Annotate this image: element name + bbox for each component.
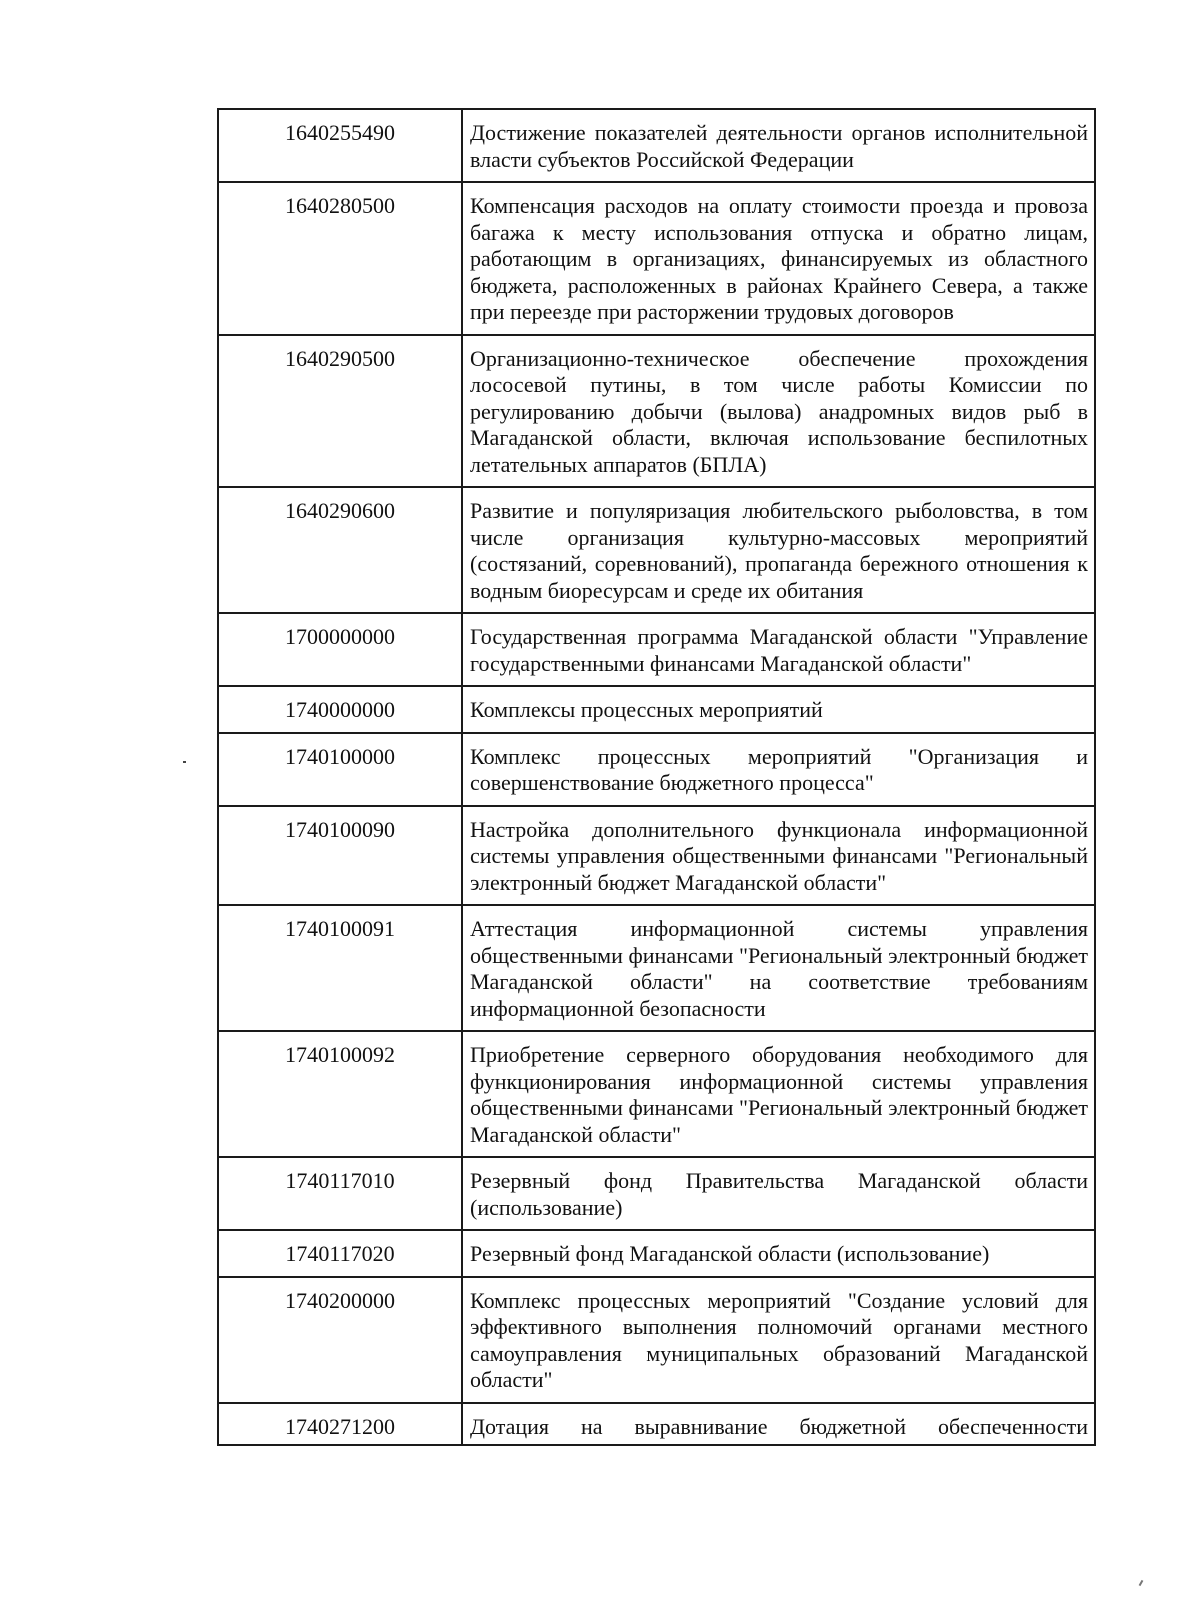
table-row xyxy=(218,109,1095,182)
row-code: 1640255490 xyxy=(218,109,462,182)
table-row xyxy=(218,905,1095,1031)
table-row xyxy=(218,487,1095,613)
row-code: 1740271200 xyxy=(218,1403,462,1446)
scan-speck xyxy=(183,761,186,763)
scan-speck xyxy=(1139,1580,1144,1586)
table-row xyxy=(218,686,1095,733)
table-row xyxy=(218,613,1095,686)
row-description: Комплекс процессных мероприятий "Создание условий для эффективного выполнения полномочий органами местного самоуправления муниципальных образований Магаданской области" xyxy=(462,1277,1095,1403)
table-row xyxy=(218,733,1095,806)
row-description: Резервный фонд Правительства Магаданской области (использование) xyxy=(462,1157,1095,1230)
row-description: Аттестация информационной системы управления общественными финансами "Региональный электронный бюджет Магаданской области" на соответствие требованиям информационной безопасности xyxy=(462,905,1095,1031)
row-description: Комплекс процессных мероприятий "Организация и совершенствование бюджетного процесса" xyxy=(462,733,1095,806)
row-description: Развитие и популяризация любительского рыболовства, в том числе организация культурно-массовых мероприятий (состязаний, соревнований), пропаганда бережного отношения к водным биоресурсам и среде их обитания xyxy=(462,487,1095,613)
table-row xyxy=(218,1277,1095,1403)
table-row xyxy=(218,1031,1095,1157)
table-row xyxy=(218,806,1095,906)
row-code: 1700000000 xyxy=(218,613,462,686)
row-code: 1640290600 xyxy=(218,487,462,613)
row-description: Организационно-техническое обеспечение прохождения лососевой путины, в том числе работы Комиссии по регулированию добычи (вылова) анадромных видов рыб в Магаданской области, включая использование беспилотных летательных аппаратов (БПЛА) xyxy=(462,335,1095,488)
row-code: 1640280500 xyxy=(218,182,462,335)
table-row xyxy=(218,1403,1095,1446)
row-description: Дотация на выравнивание бюджетной обеспеченности xyxy=(462,1403,1095,1446)
row-code: 1640290500 xyxy=(218,335,462,488)
row-code: 1740100091 xyxy=(218,905,462,1031)
row-description: Компенсация расходов на оплату стоимости проезда и провоза багажа к месту использования отпуска и обратно лицам, работающим в организациях, финансируемых из областного бюджета, расположенных в районах Крайнего Севера, а также при переезде при расторжении трудовых договоров xyxy=(462,182,1095,335)
row-code: 1740100090 xyxy=(218,806,462,906)
table-row xyxy=(218,1157,1095,1230)
row-description: Государственная программа Магаданской области "Управление государственными финансами Магаданской области" xyxy=(462,613,1095,686)
row-code: 1740100092 xyxy=(218,1031,462,1157)
row-code: 1740200000 xyxy=(218,1277,462,1403)
row-description: Приобретение серверного оборудования необходимого для функционирования информационной системы управления общественными финансами "Региональный электронный бюджет Магаданской области" xyxy=(462,1031,1095,1157)
row-description: Достижение показателей деятельности органов исполнительной власти субъектов Российской Федерации xyxy=(462,109,1095,182)
table-row xyxy=(218,335,1095,488)
table-row xyxy=(218,1230,1095,1277)
row-code: 1740000000 xyxy=(218,686,462,733)
table-row xyxy=(218,182,1095,335)
row-description: Настройка дополнительного функционала информационной системы управления общественными финансами "Региональный электронный бюджет Магаданской области" xyxy=(462,806,1095,906)
row-description: Резервный фонд Магаданской области (использование) xyxy=(462,1230,1095,1277)
row-description: Комплексы процессных мероприятий xyxy=(462,686,1095,733)
row-code: 1740100000 xyxy=(218,733,462,806)
row-code: 1740117020 xyxy=(218,1230,462,1277)
budget-classification-table xyxy=(217,108,1096,1446)
row-code: 1740117010 xyxy=(218,1157,462,1230)
